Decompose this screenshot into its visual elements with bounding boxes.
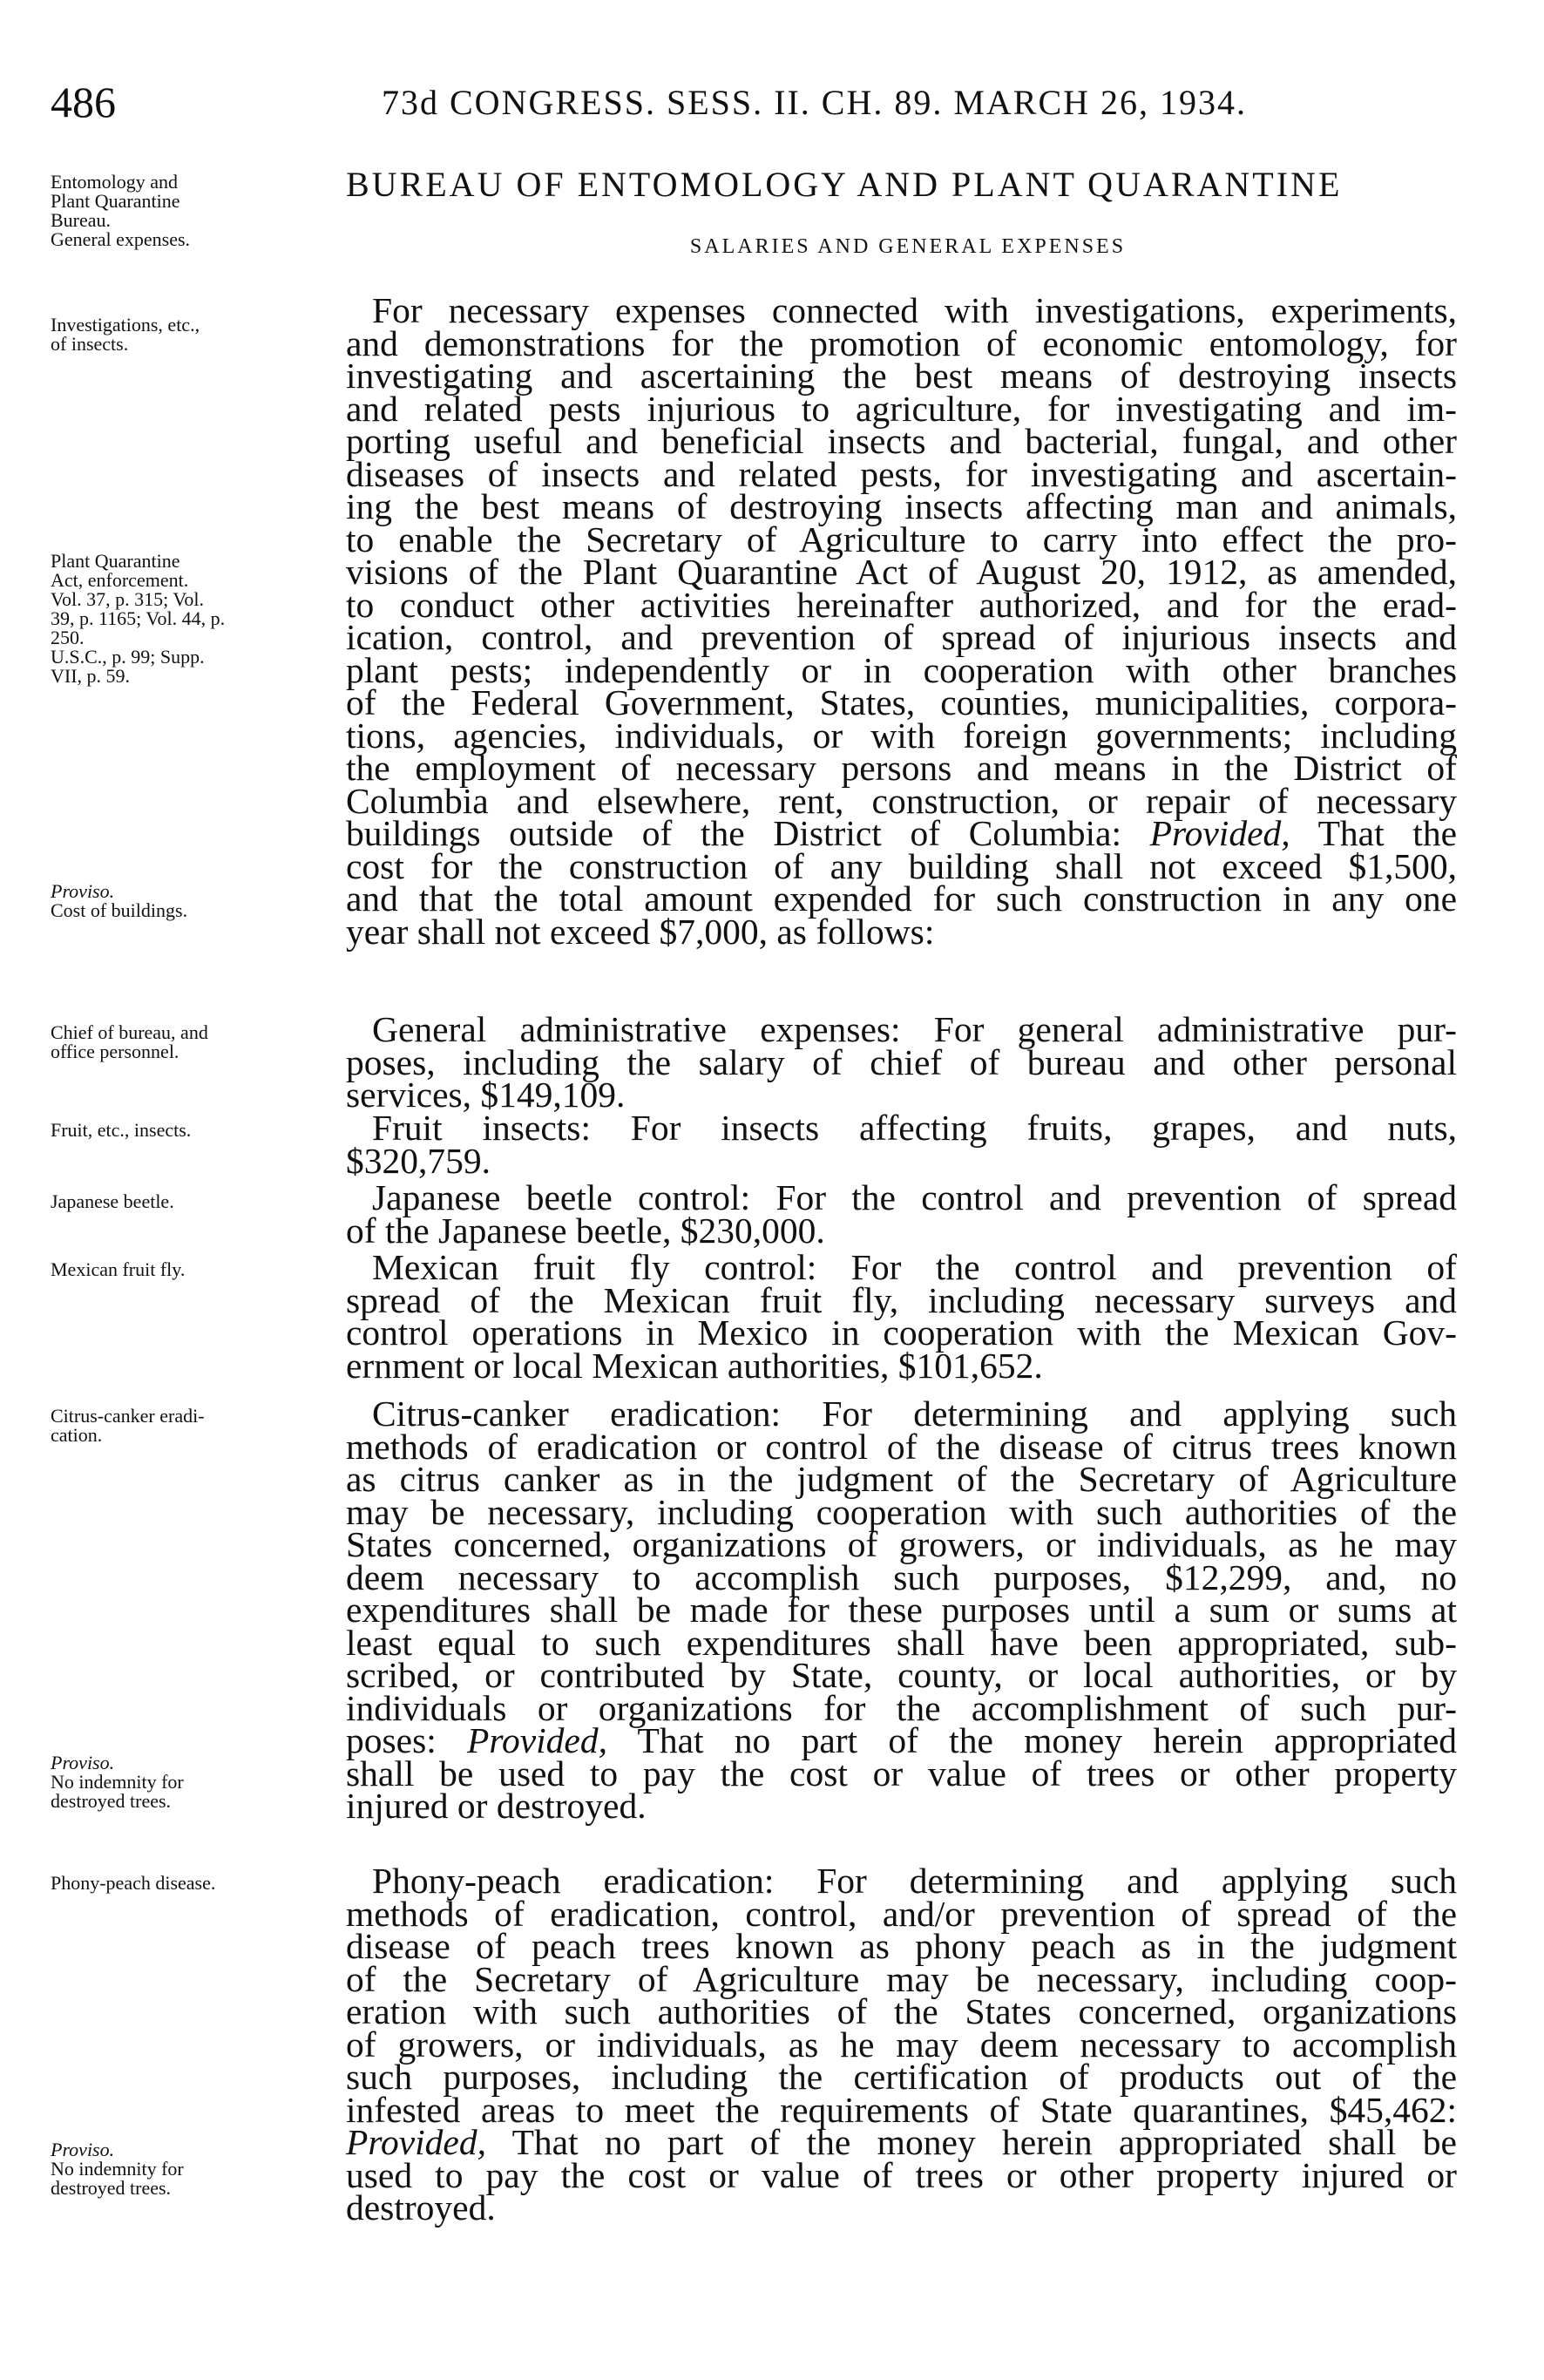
text-line: of growers, or individuals, as he may deem necessary to accomplish — [346, 2024, 1457, 2065]
text-line: least equal to such expenditures shall have been appropriated, sub- — [346, 1622, 1457, 1663]
text-line: Fruit insects: For insects affecting fruits, grapes, and nuts, — [372, 1108, 1457, 1148]
margin-note-line: 39, p. 1165; Vol. 44, p. — [51, 607, 226, 629]
margin-note-line: Vol. 37, p. 315; Vol. — [51, 588, 205, 610]
margin-note-bureau — [51, 173, 338, 249]
margin-note-line: Proviso. — [51, 880, 115, 902]
margin-note-line: No indemnity for — [51, 1771, 184, 1793]
text-line: $320,759. — [346, 1140, 491, 1181]
margin-note-line: Cost of buildings. — [51, 899, 188, 921]
margin-note-phony-peach — [51, 1874, 338, 1893]
text-segment: That the — [1317, 813, 1458, 853]
margin-note-chief-of-bureau — [51, 1023, 338, 1061]
text-line: destroyed. — [346, 2187, 496, 2227]
margin-note-line: VII, p. 59. — [51, 665, 131, 687]
margin-note-line: Japanese beetle. — [51, 1190, 174, 1212]
margin-note-no-indemnity-citrus — [51, 1753, 338, 1811]
paragraph-fruit-insects — [346, 1108, 1457, 1181]
margin-note-line: office personnel. — [51, 1041, 179, 1062]
margin-note-line: Proviso. — [51, 2139, 115, 2160]
margin-note-cost-of-buildings — [51, 882, 338, 920]
text-line: as citrus canker as in the judgment of the Secretary of Agriculture — [346, 1459, 1457, 1499]
margin-note-line: Act, enforcement. — [51, 569, 189, 591]
margin-note-line: Plant Quarantine — [51, 550, 180, 572]
text-line: General administrative expenses: For general administrative pur- — [372, 1009, 1457, 1049]
page-header — [51, 77, 1445, 138]
text-line: deem necessary to accomplish such purposes, $12,299, and, no — [346, 1556, 1457, 1597]
text-line — [346, 813, 1458, 853]
margin-note-investigations — [51, 315, 338, 354]
margin-note-line: of insects. — [51, 333, 129, 355]
text-line: used to pay the cost or value of trees or other property injured or — [346, 2154, 1457, 2195]
text-line: methods of eradication or control of the disease of citrus trees known — [346, 1426, 1457, 1467]
paragraph-japanese-beetle — [346, 1177, 1457, 1251]
text-line — [346, 1720, 1457, 1760]
paragraph-citrus-canker — [346, 1393, 1457, 1826]
margin-note-line: Fruit, etc., insects. — [51, 1119, 192, 1141]
margin-note-fruit-insects — [51, 1121, 338, 1140]
text-line: and related pests injurious to agriculture, for investigating and im- — [346, 388, 1457, 429]
text-line: methods of eradication, control, and/or prevention of spread of the — [346, 1893, 1457, 1934]
text-line: For necessary expenses connected with investigations, experiments, — [372, 290, 1457, 330]
margin-note-line: destroyed trees. — [51, 2177, 172, 2199]
margin-note-line: General expenses. — [51, 228, 191, 250]
text-line: year shall not exceed $7,000, as follows: — [346, 911, 935, 952]
margin-note-line: destroyed trees. — [51, 1790, 172, 1812]
margin-note-line: Citrus-canker eradi- — [51, 1405, 205, 1427]
margin-note-plant-quarantine-act — [51, 552, 338, 686]
text-line: of the Federal Government, States, counties, municipalities, corpora- — [346, 682, 1457, 722]
text-line: the employment of necessary persons and means in the District of — [346, 748, 1457, 788]
text-line: and that the total amount expended for such construction in any one — [346, 878, 1457, 919]
text-line: States concerned, organizations of growers, or individuals, as he may — [346, 1524, 1457, 1564]
text-line: injured or destroyed. — [346, 1786, 647, 1826]
text-line: expenditures shall be made for these purposes until a sum or sums at — [346, 1590, 1457, 1630]
text-line: porting useful and beneficial insects and bacterial, fungal, and other — [346, 421, 1457, 461]
page-number: 486 — [51, 78, 116, 126]
margin-note-line: cation. — [51, 1424, 103, 1446]
margin-note-line: Proviso. — [51, 1752, 115, 1773]
text-line: diseases of insects and related pests, for investigating and ascertain- — [346, 453, 1457, 494]
text-segment: That no part of the money herein appropriated — [637, 1720, 1457, 1760]
section-subtitle: SALARIES AND GENERAL EXPENSES — [689, 235, 1127, 258]
text-line: control operations in Mexico in cooperation with the Mexican Gov- — [346, 1312, 1457, 1353]
text-line: visions of the Plant Quarantine Act of August 20, 1912, as amended, — [346, 552, 1457, 592]
margin-note-line: Phony-peach disease. — [51, 1872, 216, 1894]
text-line: investigating and ascertaining the best means of destroying insects — [346, 356, 1457, 396]
margin-note-citrus-canker — [51, 1407, 338, 1445]
section-title: BUREAU OF ENTOMOLOGY AND PLANT QUARANTINE — [346, 165, 1343, 204]
running-head: 73d CONGRESS. SESS. II. CH. 89. MARCH 26, 1934. — [382, 83, 1248, 122]
text-line: Citrus-canker eradication: For determining and applying such — [372, 1393, 1457, 1434]
text-line: and demonstrations for the promotion of economic entomology, for — [346, 322, 1457, 363]
margin-note-mexican-fruit-fly — [51, 1260, 338, 1279]
margin-note-japanese-beetle — [51, 1192, 338, 1211]
proviso-italic: Provided, — [1149, 813, 1290, 853]
text-line: ing the best means of destroying insects affecting man and animals, — [346, 486, 1457, 526]
text-line: ernment or local Mexican authorities, $101,652. — [346, 1345, 1043, 1386]
proviso-italic: Provided, — [346, 2122, 486, 2162]
paragraph-general-expenses — [346, 290, 1458, 952]
text-line: of the Japanese beetle, $230,000. — [346, 1210, 825, 1251]
text-line: Columbia and elsewhere, rent, construction, or repair of necessary — [346, 780, 1457, 821]
text-line: to conduct other activities hereinafter authorized, and for the erad- — [346, 584, 1457, 625]
margin-note-line: 250. — [51, 627, 85, 648]
text-line: infested areas to meet the requirements of State quarantines, $45,462: — [346, 2089, 1457, 2130]
margin-note-line: Bureau. — [51, 209, 112, 231]
margin-note-no-indemnity-peach — [51, 2140, 338, 2198]
text-segment: buildings outside of the District of Columbia: — [346, 813, 1121, 853]
text-segment: poses: — [346, 1720, 437, 1760]
text-line: plant pests; independently or in cooperation with other branches — [346, 649, 1457, 690]
margin-note-line: Plant Quarantine — [51, 190, 180, 212]
text-line: may be necessary, including cooperation with such authorities of the — [346, 1491, 1457, 1532]
margin-note-line: Entomology and — [51, 171, 179, 193]
margin-note-line: Chief of bureau, and — [51, 1021, 208, 1043]
margin-note-line: Investigations, etc., — [51, 314, 200, 336]
text-line: Japanese beetle control: For the control and prevention of spread — [372, 1177, 1457, 1217]
text-line: such purposes, including the certification of products out of the — [346, 2057, 1457, 2097]
text-line: services, $149,109. — [346, 1075, 626, 1115]
text-line: Phony-peach eradication: For determining and applying such — [372, 1861, 1457, 1901]
text-line: to enable the Secretary of Agriculture to carry into effect the pro- — [346, 519, 1457, 559]
text-line: ication, control, and prevention of spread of injurious insects and — [346, 617, 1457, 657]
margin-note-line: U.S.C., p. 99; Supp. — [51, 646, 205, 668]
text-segment: That no part of the money herein appropriated shall be — [511, 2122, 1457, 2162]
text-line: poses, including the salary of chief of bureau and other personal — [346, 1041, 1457, 1082]
text-line: Mexican fruit fly control: For the control and prevention of — [372, 1247, 1457, 1287]
proviso-italic: Provided, — [467, 1720, 607, 1760]
text-line: spread of the Mexican fruit fly, including necessary surveys and — [346, 1279, 1457, 1320]
text-line: cost for the construction of any building shall not exceed $1,500, — [346, 845, 1457, 886]
text-line: eration with such authorities of the States concerned, organizations — [346, 1991, 1457, 2031]
text-line: scribed, or contributed by State, county, or local authorities, or by — [346, 1655, 1457, 1695]
text-line: tions, agencies, individuals, or with foreign governments; including — [346, 715, 1457, 756]
text-line: disease of peach trees known as phony peach as in the judgment — [346, 1926, 1457, 1966]
text-line: of the Secretary of Agriculture may be necessary, including coop- — [346, 1958, 1457, 1999]
paragraph-phony-peach — [346, 1861, 1457, 2227]
paragraph-mexican-fruit-fly — [346, 1247, 1457, 1386]
text-line — [346, 2122, 1457, 2162]
margin-note-line: Mexican fruit fly. — [51, 1258, 186, 1280]
text-line: shall be used to pay the cost or value of trees or other property — [346, 1753, 1457, 1793]
text-line: individuals or organizations for the accomplishment of such pur- — [346, 1687, 1457, 1728]
paragraph-administrative — [346, 1009, 1457, 1115]
margin-note-line: No indemnity for — [51, 2158, 184, 2180]
